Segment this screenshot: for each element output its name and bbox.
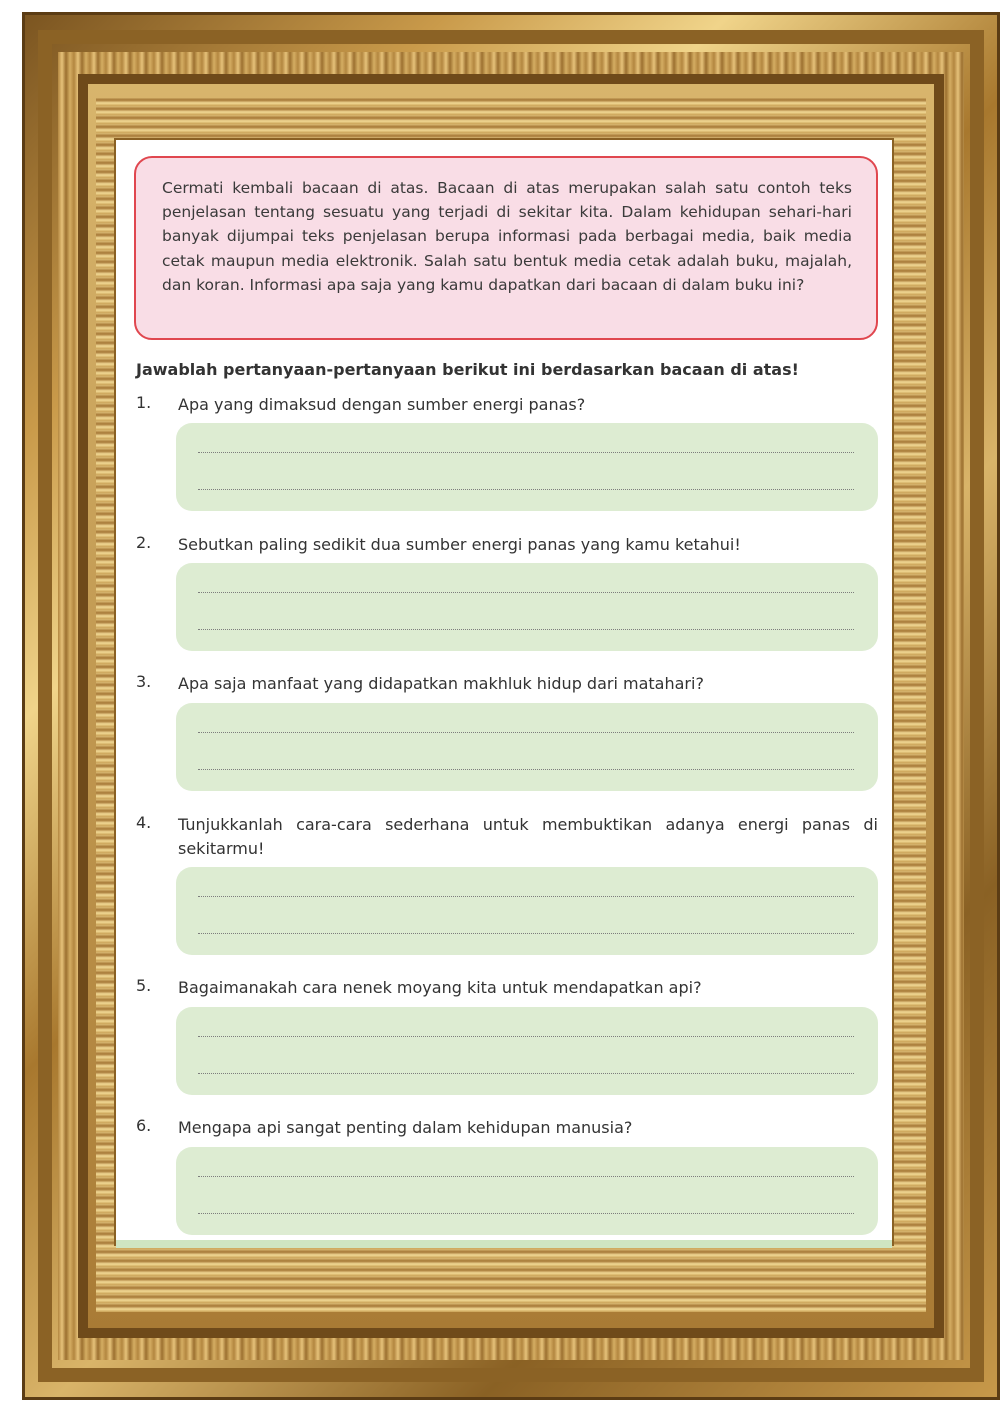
question-text: Apa saja manfaat yang didapatkan makhluk hidup dari matahari? [178, 674, 704, 693]
page-bottom-strip [116, 1240, 892, 1248]
question-text: Bagaimanakah cara nenek moyang kita untuk mendapatkan api? [178, 978, 702, 997]
question-number: 6. [136, 1116, 152, 1135]
answer-line[interactable] [198, 1176, 854, 1177]
instruction-heading: Jawablah pertanyaan-pertanyaan berikut ini berdasarkan bacaan di atas! [136, 360, 799, 379]
question-number: 4. [136, 813, 152, 832]
answer-line[interactable] [198, 732, 854, 733]
answer-box-2[interactable] [176, 563, 878, 651]
answer-line[interactable] [198, 933, 854, 934]
answer-line[interactable] [198, 1213, 854, 1214]
intro-box [134, 156, 878, 340]
question-number: 3. [136, 672, 152, 691]
question-text: Apa yang dimaksud dengan sumber energi panas? [178, 395, 586, 414]
answer-box-5[interactable] [176, 1007, 878, 1095]
answer-box-3[interactable] [176, 703, 878, 791]
answer-box-4[interactable] [176, 867, 878, 955]
answer-line[interactable] [198, 1036, 854, 1037]
question-number: 5. [136, 976, 152, 995]
answer-box-6[interactable] [176, 1147, 878, 1235]
answer-box-1[interactable] [176, 423, 878, 511]
intro-text: Cermati kembali bacaan di atas. Bacaan di atas merupakan salah satu contoh teks penjelasan tentang sesuatu yang terjadi di sekitar kita. Dalam kehidupan sehari-hari banyak dijumpai teks penjelasan berupa informasi pada berbagai media, baik media cetak maupun media elektronik. Salah satu bentuk media cetak adalah buku, majalah, dan koran. Informasi apa saja yang kamu dapatkan dari bacaan di dalam buku ini? [162, 179, 852, 294]
question-text: Tunjukkanlah cara-cara sederhana untuk membuktikan adanya energi panas di sekitarmu! [178, 815, 878, 858]
question-text: Mengapa api sangat penting dalam kehidupan manusia? [178, 1118, 633, 1137]
answer-line[interactable] [198, 769, 854, 770]
question-text: Sebutkan paling sedikit dua sumber energi panas yang kamu ketahui! [178, 535, 741, 554]
answer-line[interactable] [198, 629, 854, 630]
answer-line[interactable] [198, 592, 854, 593]
question-number: 1. [136, 393, 152, 412]
answer-line[interactable] [198, 896, 854, 897]
answer-line[interactable] [198, 489, 854, 490]
answer-line[interactable] [198, 452, 854, 453]
answer-line[interactable] [198, 1073, 854, 1074]
question-number: 2. [136, 533, 152, 552]
